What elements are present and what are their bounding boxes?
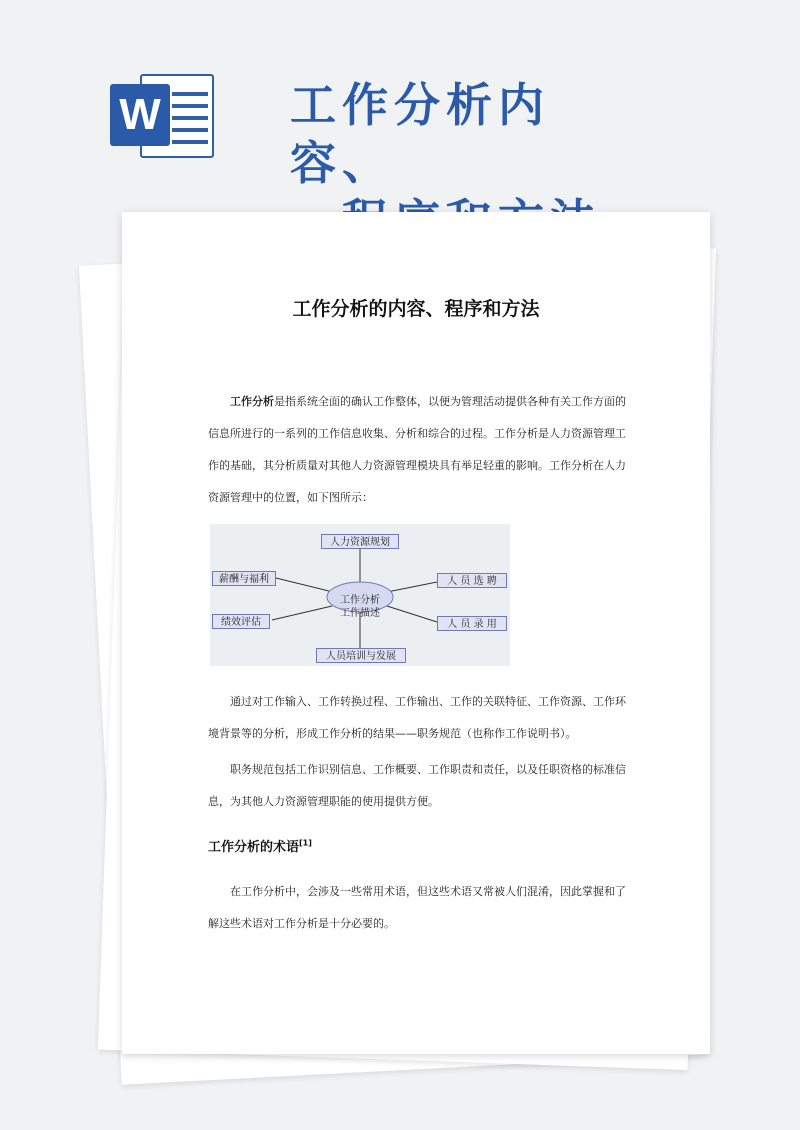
node-training: 人员培训与发展 — [316, 648, 406, 663]
document-title: 工作分析的内容、程序和方法 — [292, 298, 540, 320]
node-compensation: 薪酬与福利 — [212, 571, 276, 586]
intro-text: 是指系统全面的确认工作整体，以便为管理活动提供各种有关工作方面的信息所进行的一系列的工作信息收集、分析和综合的过程。工作分析是人力资源管理工作的基础，其分析质量对其他人力资源管理模块具有举足轻重的影响。工作分析在人力资源管理中的位置，如下图所示： — [208, 395, 626, 504]
hr-position-diagram — [210, 524, 510, 666]
word-icon-letter: W — [110, 84, 170, 146]
node-hr-planning: 人力资源规划 — [321, 534, 399, 549]
paragraph-specification-contents: 职务规范包括工作识别信息、工作概要、工作职责和责任，以及任职资格的标准信息，为其他人力资源管理职能的使用提供方便。 — [208, 763, 626, 808]
intro-term: 工作分析 — [230, 395, 274, 408]
intro-paragraph — [208, 386, 626, 514]
word-icon — [110, 70, 216, 160]
banner-title-line1: 工作分析内容、 — [290, 78, 550, 190]
citation-link[interactable]: [1] — [299, 838, 312, 848]
banner — [0, 0, 800, 215]
diagram-center-label: 工作分析 工作描述 — [340, 595, 380, 619]
node-hiring: 人 员 录 用 — [437, 616, 507, 631]
node-recruitment: 人 员 选 聘 — [437, 573, 507, 588]
paragraph-job-specification: 通过对工作输入、工作转换过程、工作输出、工作的关联特征、工作资源、工作环境背景等的分析，形成工作分析的结果——职务规范（也称作工作说明书）。 — [208, 695, 626, 740]
paragraph-terminology: 在工作分析中，会涉及一些常用术语，但这些术语又常被人们混淆，因此掌握和了解这些术语对工作分析是十分必要的。 — [208, 885, 626, 930]
node-performance: 绩效评估 — [212, 614, 270, 629]
document-page — [122, 212, 710, 1054]
section-heading-terminology: 工作分析的术语[1] — [208, 838, 312, 855]
